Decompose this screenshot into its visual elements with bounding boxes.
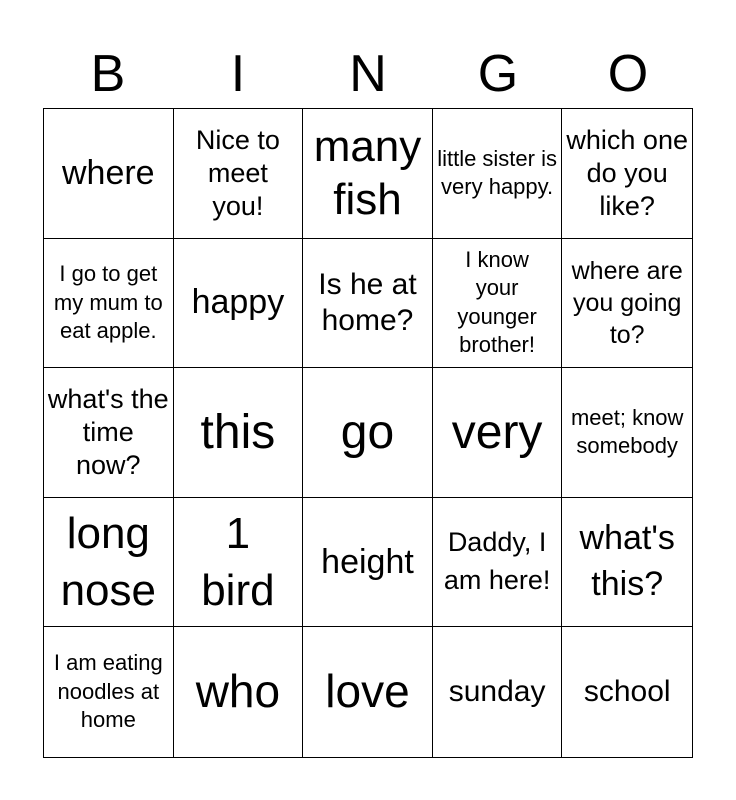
bingo-cell[interactable] (562, 239, 692, 369)
cell-text: little sister is very happy. (437, 145, 557, 200)
header-letter-b: B (90, 45, 126, 103)
bingo-cell[interactable] (44, 627, 174, 757)
cell-text: go (340, 405, 395, 459)
bingo-cell[interactable] (303, 239, 433, 369)
cell-text: where (61, 153, 155, 192)
bingo-cell[interactable] (44, 109, 174, 239)
bingo-cell[interactable] (174, 498, 304, 628)
cell-text: Daddy, I am here! (443, 527, 551, 596)
bingo-cell[interactable] (433, 627, 563, 757)
bingo-cell[interactable] (303, 109, 433, 239)
cell-text: 1 bird (201, 508, 275, 616)
header-letter-o: O (607, 45, 649, 103)
cell-text: long nose (60, 508, 156, 616)
cell-text: very (451, 405, 543, 459)
cell-text: sunday (448, 675, 546, 709)
cell-text: this (200, 405, 276, 459)
cell-text: where are you going to? (571, 256, 683, 349)
cell-text: many fish (313, 121, 422, 225)
bingo-cell[interactable] (433, 368, 563, 498)
bingo-cell[interactable] (433, 109, 563, 239)
bingo-cell[interactable] (174, 109, 304, 239)
cell-text: Nice to meet you! (195, 124, 280, 221)
bingo-cell[interactable] (44, 498, 174, 628)
cell-text: I go to get my mum to eat apple. (53, 261, 163, 344)
cell-text: what's the time now? (47, 384, 169, 480)
bingo-cell[interactable] (562, 627, 692, 757)
cell-text: happy (191, 283, 285, 322)
cell-text: Is he at home? (318, 267, 417, 337)
header-letter-i: I (230, 45, 246, 103)
bingo-cell[interactable] (303, 368, 433, 498)
bingo-cell[interactable] (433, 498, 563, 628)
cell-text: which one do you like? (566, 124, 688, 221)
bingo-cell[interactable] (562, 109, 692, 239)
cell-text: I am eating noodles at home (53, 650, 163, 733)
bingo-cell[interactable] (44, 239, 174, 369)
bingo-cell[interactable] (433, 239, 563, 369)
bingo-board (43, 108, 693, 758)
cell-text: love (325, 665, 410, 718)
header-letter-g: G (477, 45, 519, 103)
cell-text: meet; know somebody (570, 404, 684, 459)
cell-text: who (195, 665, 281, 718)
bingo-header (43, 40, 693, 108)
cell-text: what's this? (579, 519, 675, 604)
bingo-cell[interactable] (303, 498, 433, 628)
cell-text: I know your younger brother! (457, 246, 537, 358)
bingo-cell[interactable] (174, 368, 304, 498)
cell-text: height (321, 542, 414, 581)
bingo-cell[interactable] (44, 368, 174, 498)
cell-text: school (583, 675, 671, 709)
bingo-cell[interactable] (562, 498, 692, 628)
bingo-cell[interactable] (174, 627, 304, 757)
bingo-cell[interactable] (562, 368, 692, 498)
header-letter-n: N (349, 45, 387, 103)
bingo-cell[interactable] (303, 627, 433, 757)
bingo-cell[interactable] (174, 239, 304, 369)
